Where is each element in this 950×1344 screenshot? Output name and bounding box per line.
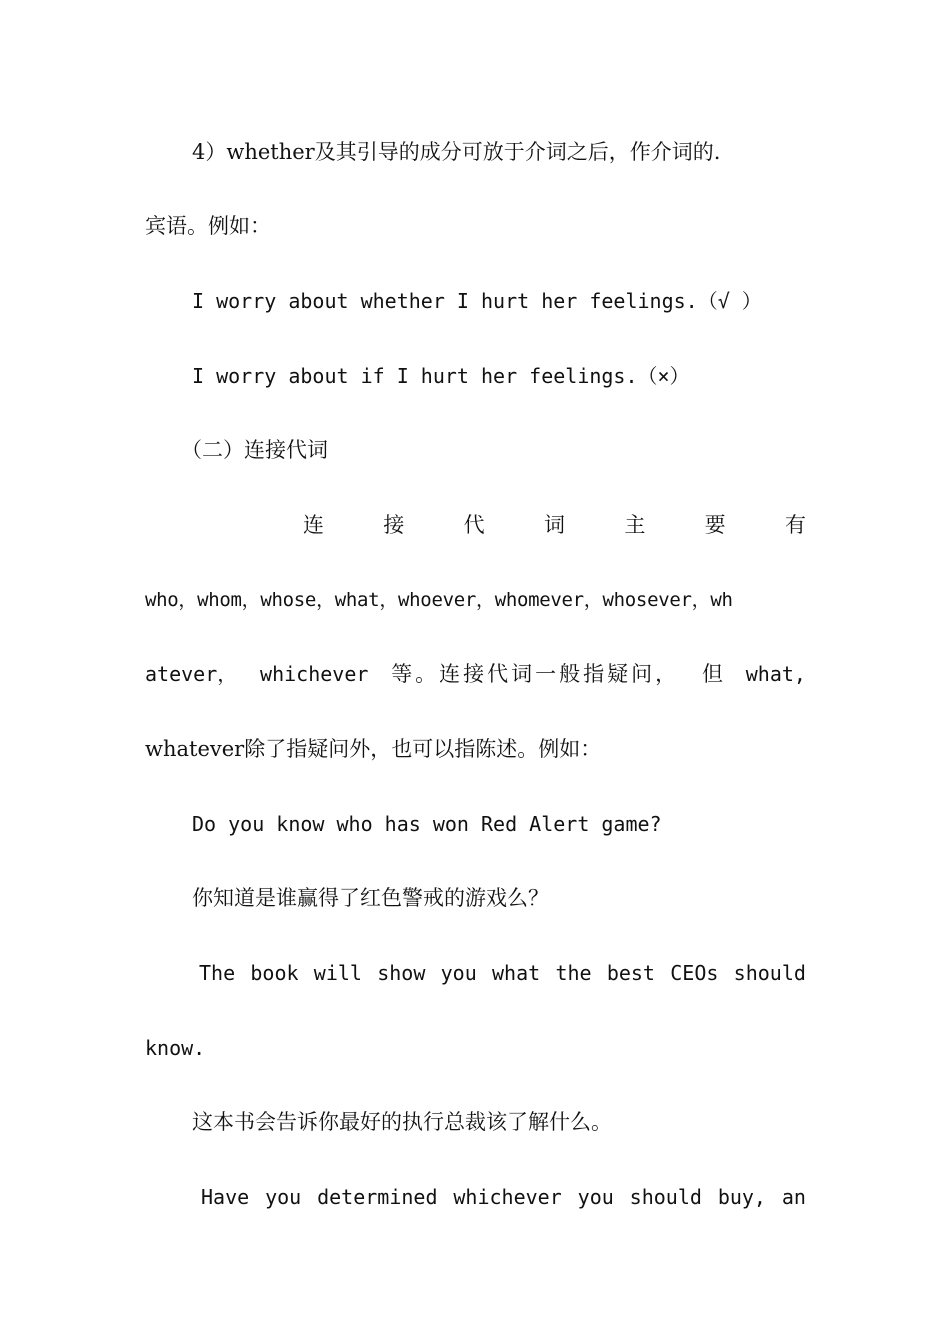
word: whichever [260, 662, 369, 686]
word: CEOs [670, 961, 719, 985]
translation-line [145, 878, 853, 918]
paragraph-line [145, 580, 806, 620]
word: The [199, 961, 236, 985]
word: 但 [701, 662, 723, 686]
example-sentence [145, 1028, 806, 1068]
char: 有 [784, 513, 806, 537]
word: show [377, 961, 426, 985]
char: 主 [624, 513, 646, 537]
word: you [577, 1185, 614, 1209]
char: 接 [383, 513, 405, 537]
word: atever， [145, 662, 238, 686]
paragraph-line [145, 132, 853, 172]
text-line-14: 这本书会告诉你最好的执行总裁该了解什么。 [192, 1110, 612, 1134]
word: determined [317, 1185, 438, 1209]
word: whichever [453, 1185, 562, 1209]
word: should [629, 1185, 702, 1209]
word: will [313, 961, 362, 985]
word: what [492, 961, 541, 985]
word: best [606, 961, 655, 985]
paragraph-line [145, 206, 806, 246]
text-line-10: Do you know who has won Red Alert game? [192, 812, 662, 836]
example-sentence [145, 356, 853, 396]
text-line-2: 宾语。例如： [145, 214, 271, 238]
example-sentence [199, 953, 806, 993]
paragraph-line [145, 654, 806, 694]
example-sentence [145, 281, 853, 321]
word: Have [201, 1185, 250, 1209]
text-line-9: whatever除了指疑问外，也可以指陈述。例如： [145, 737, 602, 761]
paragraph-line [145, 729, 806, 769]
example-sentence [145, 804, 853, 844]
word: the [555, 961, 592, 985]
spread-heading-line [303, 505, 806, 545]
text-line-7: who，whom，whose，what，whoever，whomever，whosever，wh [145, 589, 733, 611]
word: you [440, 961, 477, 985]
word: what, [745, 662, 806, 686]
char: 代 [463, 513, 485, 537]
char: 要 [704, 513, 726, 537]
char: 连 [303, 513, 324, 537]
example-sentence [201, 1177, 806, 1217]
text-line-3: I worry about whether I hurt her feelings.（√ ） [192, 289, 762, 313]
text-line-13: know. [145, 1036, 206, 1060]
text-line-5: （二）连接代词 [181, 438, 328, 462]
word: buy, [717, 1185, 766, 1209]
word: an [781, 1185, 806, 1209]
word: should [733, 961, 806, 985]
word: book [250, 961, 299, 985]
translation-line [145, 1102, 853, 1142]
char: 词 [543, 513, 565, 537]
word: 等。连接代词一般指疑问， [391, 662, 680, 686]
section-heading [145, 430, 842, 470]
text-line-4: I worry about if I hurt her feelings.（×） [192, 364, 690, 388]
text-line-1: 4）whether及其引导的成分可放于介词之后，作介词的. [192, 140, 721, 164]
text-line-11: 你知道是谁赢得了红色警戒的游戏么？ [192, 886, 549, 910]
word: you [265, 1185, 302, 1209]
